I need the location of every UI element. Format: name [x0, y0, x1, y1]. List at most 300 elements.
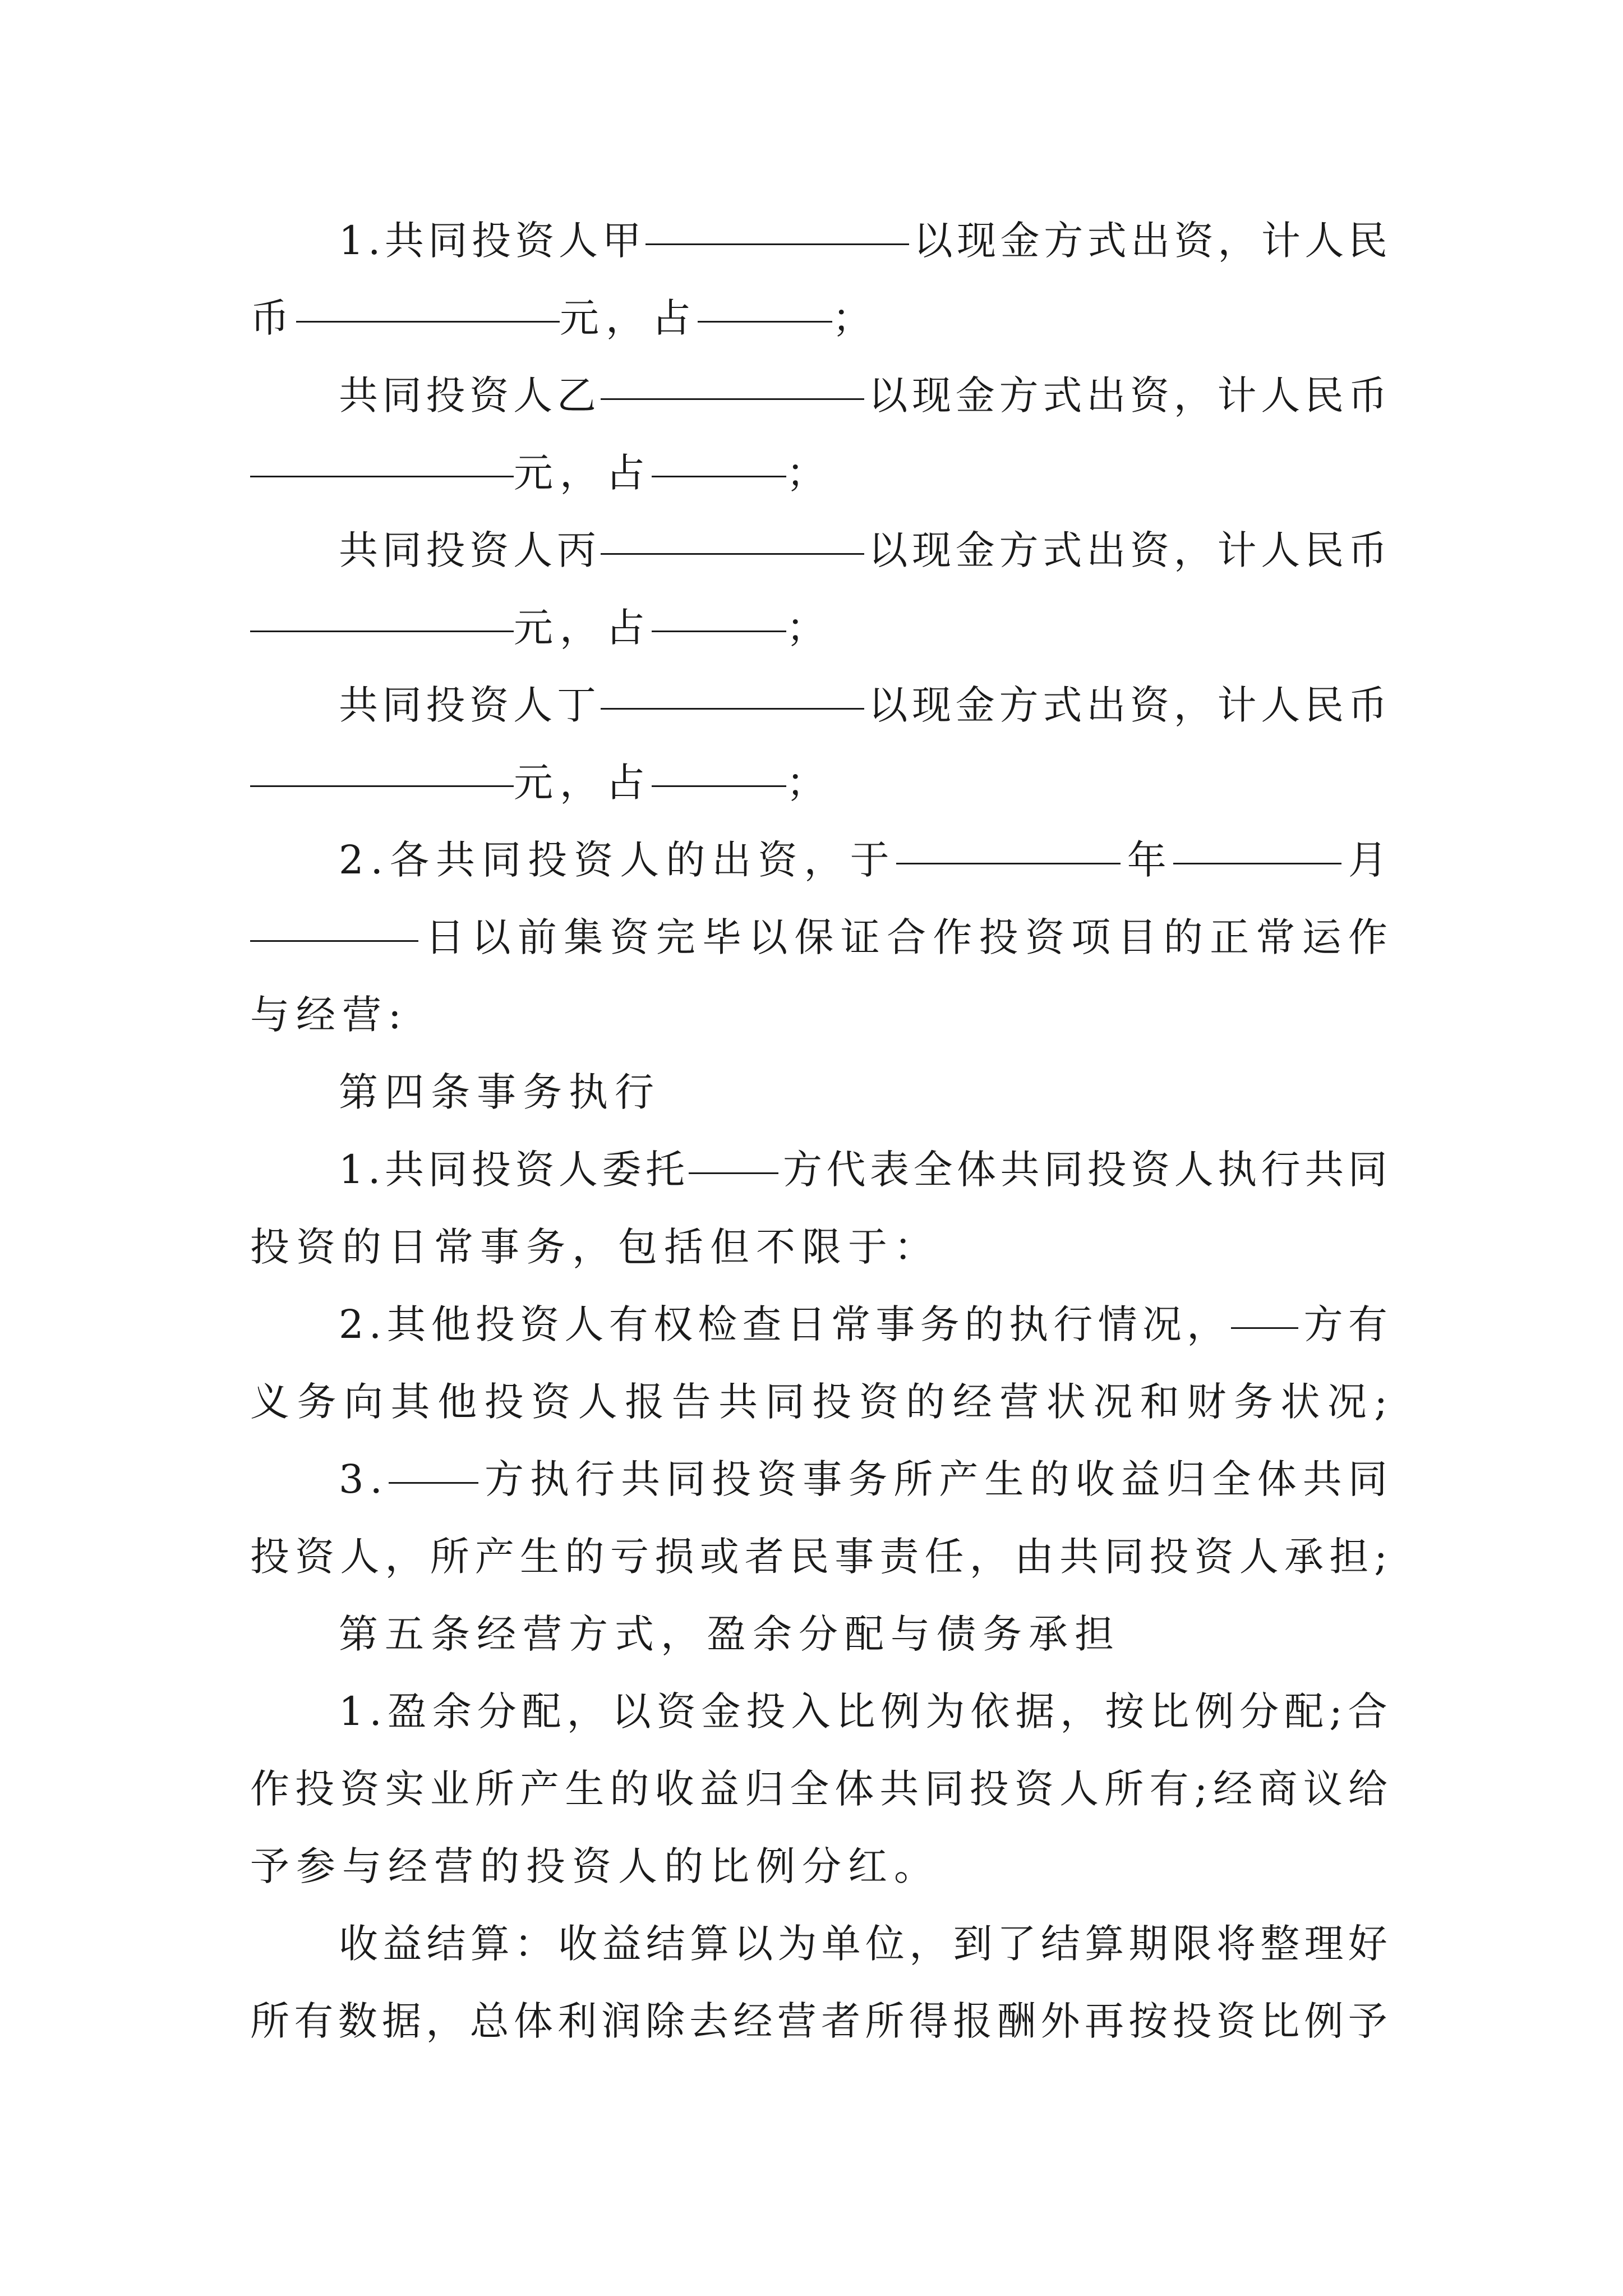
- text-char: 常: [831, 1301, 870, 1347]
- text-char: 经: [1213, 1766, 1253, 1812]
- text-char: 2: [339, 837, 364, 883]
- text-char: 资: [1025, 914, 1064, 960]
- text-char: 况: [1327, 1379, 1367, 1425]
- fill-in-blank: [250, 434, 514, 477]
- text-char: 的: [666, 837, 706, 883]
- text-char: 共: [718, 1379, 758, 1425]
- text-char: 出: [1131, 218, 1170, 264]
- text-char: 资: [340, 1766, 380, 1812]
- text-char: 保: [794, 914, 834, 960]
- text-char: 行: [1053, 1301, 1093, 1347]
- text-char: 资: [469, 682, 509, 728]
- text-char: 人: [620, 837, 660, 883]
- text-char: 算: [1085, 1921, 1124, 1967]
- text-char: 任: [924, 1534, 964, 1580]
- text-char: 以: [868, 527, 908, 573]
- text-char: 红: [848, 1843, 891, 1889]
- text-char: 资: [469, 527, 509, 573]
- text-char: 占: [606, 605, 648, 651]
- text-char: 方: [999, 372, 1039, 418]
- text-char: 投: [969, 1766, 1009, 1812]
- text-char: 以: [913, 218, 953, 264]
- text-char: 比: [1150, 1688, 1189, 1734]
- text-line: [250, 1208, 1387, 1286]
- text-char: 资: [1129, 372, 1169, 418]
- text-char: 归: [744, 1766, 784, 1812]
- text-char: 的: [1163, 914, 1203, 960]
- fill-in-blank: [1173, 821, 1341, 864]
- text-char: 期: [1128, 1921, 1168, 1967]
- text-char: 体: [834, 1766, 874, 1812]
- text-char: 占: [606, 450, 648, 496]
- text-char: 日: [425, 914, 465, 960]
- text-char: 资: [574, 837, 614, 883]
- text-char: 集: [564, 914, 603, 960]
- text-char: 元: [514, 760, 556, 806]
- text-char: 按: [1105, 1688, 1145, 1734]
- text-char: 人: [513, 682, 553, 728]
- text-char: 与: [342, 1843, 385, 1889]
- text-char: ，: [1173, 527, 1213, 573]
- text-char: 共: [384, 1147, 424, 1193]
- text-char: 资: [1131, 1147, 1170, 1193]
- text-char: 金: [1000, 218, 1040, 264]
- text-char: 为: [925, 1688, 965, 1734]
- text-char: ，: [560, 760, 602, 806]
- text-char: 合: [1348, 1688, 1387, 1734]
- text-char: 产: [939, 1456, 979, 1502]
- text-char: 出: [1086, 527, 1126, 573]
- text-char: 归: [1166, 1456, 1206, 1502]
- text-char: 将: [1216, 1921, 1256, 1967]
- text-line: [250, 1905, 1387, 1982]
- text-char: 资: [1216, 1998, 1256, 2044]
- text-char: 共: [1059, 1534, 1099, 1580]
- text-char: 资: [758, 837, 797, 883]
- text-char: 情: [1098, 1301, 1137, 1347]
- text-char: ，: [566, 1688, 606, 1734]
- text-line: [250, 1131, 1387, 1208]
- text-char: 占: [606, 760, 648, 806]
- text-char: 计: [1217, 372, 1257, 418]
- text-char: 务: [1233, 1379, 1273, 1425]
- text-char: 执: [1009, 1301, 1049, 1347]
- text-char: ，: [969, 1534, 1009, 1580]
- text-char: 据: [381, 1998, 421, 2044]
- text-char: ；: [832, 295, 875, 341]
- text-char: 占: [652, 295, 694, 341]
- text-char: 其: [390, 1379, 430, 1425]
- text-char: 方: [999, 527, 1039, 573]
- text-char: 第: [339, 1611, 381, 1657]
- text-char: 元: [514, 605, 556, 651]
- text-char: ，: [661, 1611, 703, 1657]
- text-char: ;: [1374, 1379, 1387, 1425]
- text-char: ，: [560, 605, 602, 651]
- text-char: ：: [514, 1921, 554, 1967]
- text-char: 表: [870, 1147, 909, 1193]
- text-char: 人: [559, 218, 598, 264]
- text-char: 状: [1046, 1379, 1086, 1425]
- text-char: 的: [906, 1379, 946, 1425]
- text-char: 同: [1044, 1147, 1083, 1193]
- text-char: 人: [618, 1843, 661, 1889]
- text-char: 结: [645, 1921, 685, 1967]
- text-char: 与: [891, 1611, 933, 1657]
- text-char: 产: [474, 1534, 514, 1580]
- text-char: 收: [558, 1921, 598, 1967]
- text-char: 作: [933, 914, 972, 960]
- text-char: 投: [979, 914, 1018, 960]
- text-char: 不: [756, 1224, 799, 1270]
- text-char: 数: [338, 1998, 377, 2044]
- document-page: [250, 202, 1387, 2060]
- text-line: [250, 1673, 1387, 1750]
- text-char: ，: [804, 837, 843, 883]
- text-char: 盈: [387, 1688, 427, 1734]
- text-char: 状: [1280, 1379, 1320, 1425]
- text-char: ，: [909, 1921, 949, 1967]
- text-char: 事: [480, 1224, 523, 1270]
- text-char: 金: [955, 682, 995, 728]
- text-char: 担: [1329, 1534, 1369, 1580]
- text-char: 投: [1149, 1534, 1189, 1580]
- text-char: 日: [786, 1301, 826, 1347]
- text-char: 行: [575, 1456, 615, 1502]
- text-char: 议: [1303, 1766, 1343, 1812]
- text-char: 酬: [997, 1998, 1036, 2044]
- text-char: ；: [786, 760, 829, 806]
- text-line: [250, 1053, 1387, 1131]
- text-char: 毕: [702, 914, 741, 960]
- text-char: 务: [526, 1224, 569, 1270]
- text-char: 利: [557, 1998, 597, 2044]
- text-char: 或: [699, 1534, 739, 1580]
- text-char: 亏: [610, 1534, 649, 1580]
- text-char: 作: [1348, 914, 1387, 960]
- text-char: 资: [531, 1379, 571, 1425]
- fill-in-blank: [250, 899, 418, 942]
- text-char: 依: [970, 1688, 1010, 1734]
- text-char: 人: [1261, 682, 1301, 728]
- text-char: 同: [428, 218, 468, 264]
- text-char: 共: [339, 372, 378, 418]
- text-line: [250, 512, 1387, 589]
- text-char: 投: [812, 1379, 852, 1425]
- text-char: 配: [1284, 1688, 1324, 1734]
- text-char: 有: [608, 1301, 648, 1347]
- text-line: [250, 1595, 1387, 1673]
- text-char: 行: [1261, 1147, 1301, 1193]
- text-char: 第: [339, 1069, 381, 1115]
- text-char: 1: [339, 1147, 364, 1193]
- text-char: 余: [753, 1611, 795, 1657]
- text-char: 经: [477, 1611, 519, 1657]
- text-char: 有: [294, 1998, 334, 2044]
- text-char: 体: [957, 1147, 997, 1193]
- text-line: [250, 666, 1387, 744]
- text-char: 分: [1239, 1688, 1279, 1734]
- text-line: [250, 976, 1387, 1053]
- text-char: 金: [955, 372, 995, 418]
- text-char: 资: [515, 1147, 555, 1193]
- text-char: 同: [1348, 1456, 1387, 1502]
- text-char: 投: [526, 1843, 569, 1889]
- text-char: 资: [1174, 218, 1214, 264]
- text-char: 投: [295, 1766, 335, 1812]
- text-char: 同: [382, 372, 422, 418]
- text-char: 比: [836, 1688, 875, 1734]
- text-char: 合: [887, 914, 926, 960]
- text-char: ;: [1329, 1688, 1343, 1734]
- text-char: 算: [690, 1921, 729, 1967]
- fill-in-blank: [296, 279, 560, 323]
- text-char: 务: [297, 1379, 336, 1425]
- text-char: 以: [611, 1688, 651, 1734]
- text-char: 金: [955, 527, 995, 573]
- text-char: 总: [469, 1998, 509, 2044]
- text-char: 同: [765, 1379, 805, 1425]
- fill-in-blank: [698, 279, 832, 323]
- text-char: 人: [340, 1534, 380, 1580]
- fill-in-blank: [601, 666, 864, 710]
- text-char: 金: [701, 1688, 741, 1734]
- text-char: :: [388, 992, 405, 1038]
- text-char: 同: [1104, 1534, 1144, 1580]
- text-char: 实: [385, 1766, 425, 1812]
- text-char: ，: [1173, 682, 1213, 728]
- text-char: 常: [1256, 914, 1295, 960]
- text-char: 盈: [707, 1611, 749, 1657]
- text-char: ;: [1194, 1766, 1208, 1812]
- text-char: 收: [654, 1766, 694, 1812]
- text-char: 事: [875, 1301, 915, 1347]
- text-char: 据: [1015, 1688, 1055, 1734]
- text-char: 。: [894, 1843, 937, 1889]
- text-char: 经: [733, 1998, 773, 2044]
- text-char: ，: [385, 1534, 425, 1580]
- text-char: 运: [1302, 914, 1341, 960]
- text-char: 余: [432, 1688, 472, 1734]
- text-char: 益: [602, 1921, 642, 1967]
- text-char: 所: [865, 1998, 905, 2044]
- text-char: 好: [1348, 1921, 1387, 1967]
- text-char: 甲: [602, 218, 642, 264]
- text-char: 日: [388, 1224, 431, 1270]
- text-char: 再: [1084, 1998, 1124, 2044]
- text-char: ，: [1060, 1688, 1100, 1734]
- fill-in-blank: [601, 512, 864, 555]
- text-char: 共: [621, 1456, 661, 1502]
- text-char: 民: [1304, 372, 1344, 418]
- fill-in-blank: [250, 589, 514, 632]
- text-char: 式: [1043, 527, 1082, 573]
- text-char: 方: [569, 1611, 611, 1657]
- text-char: 前: [517, 914, 557, 960]
- text-char: .: [369, 1688, 382, 1734]
- text-char: 正: [1210, 914, 1249, 960]
- text-char: 报: [625, 1379, 665, 1425]
- text-char: 的: [1030, 1456, 1069, 1502]
- text-char: 例: [1304, 1998, 1344, 2044]
- text-line: [250, 1828, 1387, 1905]
- text-char: 式: [615, 1611, 657, 1657]
- text-char: 他: [437, 1379, 477, 1425]
- text-char: 月: [1348, 837, 1387, 883]
- text-char: 生: [520, 1534, 560, 1580]
- text-char: 共: [1304, 1147, 1344, 1193]
- text-char: 事: [803, 1456, 842, 1502]
- text-char: 人: [1174, 1147, 1214, 1193]
- text-char: 经: [952, 1379, 992, 1425]
- text-char: 投: [712, 1456, 751, 1502]
- text-char: 投: [426, 527, 465, 573]
- text-char: 所: [250, 1998, 289, 2044]
- text-char: 币: [250, 295, 293, 341]
- text-char: 承: [1284, 1534, 1324, 1580]
- text-char: 配: [522, 1688, 561, 1734]
- text-char: 由: [1014, 1534, 1054, 1580]
- text-char: 所: [1104, 1766, 1144, 1812]
- text-char: 结: [426, 1921, 466, 1967]
- text-char: 资: [1129, 682, 1169, 728]
- text-char: 的: [342, 1224, 385, 1270]
- text-char: 为: [777, 1921, 817, 1967]
- text-line: [250, 434, 1387, 512]
- text-char: 财: [1187, 1379, 1227, 1425]
- text-char: 的: [565, 1534, 605, 1580]
- text-char: 方: [484, 1456, 524, 1502]
- text-char: .: [370, 837, 383, 883]
- text-line: [250, 899, 1387, 976]
- text-char: 与: [250, 992, 293, 1038]
- text-char: 币: [1348, 682, 1387, 728]
- text-char: 资: [515, 218, 555, 264]
- text-char: 同: [382, 527, 422, 573]
- text-line: [250, 1363, 1387, 1441]
- text-char: 事: [834, 1534, 874, 1580]
- text-char: 作: [250, 1766, 289, 1812]
- text-char: 所: [430, 1534, 469, 1580]
- text-char: 资: [859, 1379, 898, 1425]
- text-char: 托: [645, 1147, 685, 1193]
- text-char: ，: [426, 1998, 465, 2044]
- text-char: 2: [339, 1301, 364, 1347]
- text-char: 的: [964, 1301, 1004, 1347]
- text-char: 同: [382, 682, 422, 728]
- text-char: 现: [957, 218, 997, 264]
- text-char: 外: [1040, 1998, 1080, 2044]
- text-char: 以: [471, 914, 511, 960]
- text-char: 乙: [556, 372, 596, 418]
- fill-in-blank: [645, 202, 909, 245]
- text-char: 商: [1258, 1766, 1298, 1812]
- text-char: 出: [1086, 372, 1126, 418]
- text-char: 算: [470, 1921, 510, 1967]
- text-line: [250, 202, 1387, 279]
- text-char: 分: [477, 1688, 517, 1734]
- text-char: 损: [654, 1534, 694, 1580]
- text-char: 各: [389, 837, 429, 883]
- text-char: 行: [615, 1069, 657, 1115]
- fill-in-blank: [896, 821, 1121, 864]
- text-char: 其: [386, 1301, 426, 1347]
- text-char: 营: [523, 1611, 565, 1657]
- text-char: ，: [1187, 1301, 1227, 1347]
- text-char: ;: [1374, 1534, 1387, 1580]
- text-char: 资: [296, 1224, 339, 1270]
- text-char: 予: [1348, 1998, 1387, 2044]
- text-char: 以: [868, 682, 908, 728]
- text-char: 务: [920, 1301, 960, 1347]
- text-char: 产: [520, 1766, 560, 1812]
- text-char: 方: [1303, 1301, 1343, 1347]
- text-char: .: [368, 1147, 381, 1193]
- text-char: 投: [426, 682, 465, 728]
- text-char: 营: [342, 992, 385, 1038]
- text-char: 全: [913, 1147, 953, 1193]
- text-char: 条: [431, 1611, 473, 1657]
- text-char: 执: [530, 1456, 569, 1502]
- text-char: 共: [384, 218, 424, 264]
- fill-in-blank: [250, 744, 514, 787]
- text-char: ；: [786, 605, 829, 651]
- text-char: 条: [431, 1069, 473, 1115]
- text-char: 了: [997, 1921, 1036, 1967]
- text-char: 四: [385, 1069, 427, 1115]
- text-line: [250, 821, 1387, 899]
- text-char: 经: [388, 1843, 431, 1889]
- text-char: 1: [339, 1688, 364, 1734]
- text-char: 例: [756, 1843, 799, 1889]
- text-char: 参: [296, 1843, 339, 1889]
- text-char: 人: [1261, 372, 1301, 418]
- text-char: 民: [1348, 218, 1387, 264]
- text-char: 义: [250, 1379, 289, 1425]
- text-char: 单: [821, 1921, 861, 1967]
- text-char: 人: [1239, 1534, 1279, 1580]
- text-char: 括: [664, 1224, 707, 1270]
- text-char: ；: [786, 450, 829, 496]
- text-char: 丁: [556, 682, 596, 728]
- text-char: 人: [1304, 218, 1344, 264]
- text-line: [250, 1750, 1387, 1828]
- text-char: 他: [431, 1301, 471, 1347]
- text-char: 投: [528, 837, 568, 883]
- text-char: 共: [339, 527, 378, 573]
- text-char: 元: [514, 450, 556, 496]
- text-char: .: [370, 1456, 382, 1502]
- text-char: 于: [850, 837, 889, 883]
- text-char: 益: [699, 1766, 739, 1812]
- text-char: 入: [791, 1688, 831, 1734]
- text-char: 得: [909, 1998, 948, 2044]
- text-char: 到: [953, 1921, 993, 1967]
- text-char: 式: [1043, 682, 1082, 728]
- text-char: .: [368, 1301, 382, 1347]
- text-char: 分: [802, 1843, 845, 1889]
- text-line: [250, 1518, 1387, 1595]
- text-char: 配: [845, 1611, 887, 1657]
- text-char: .: [368, 218, 381, 264]
- text-char: 益: [382, 1921, 422, 1967]
- text-char: 民: [1304, 682, 1344, 728]
- text-char: 元: [560, 295, 602, 341]
- text-char: 年: [1127, 837, 1166, 883]
- text-char: 人: [558, 1147, 598, 1193]
- text-char: 况: [1093, 1379, 1133, 1425]
- text-char: 结: [1041, 1921, 1080, 1967]
